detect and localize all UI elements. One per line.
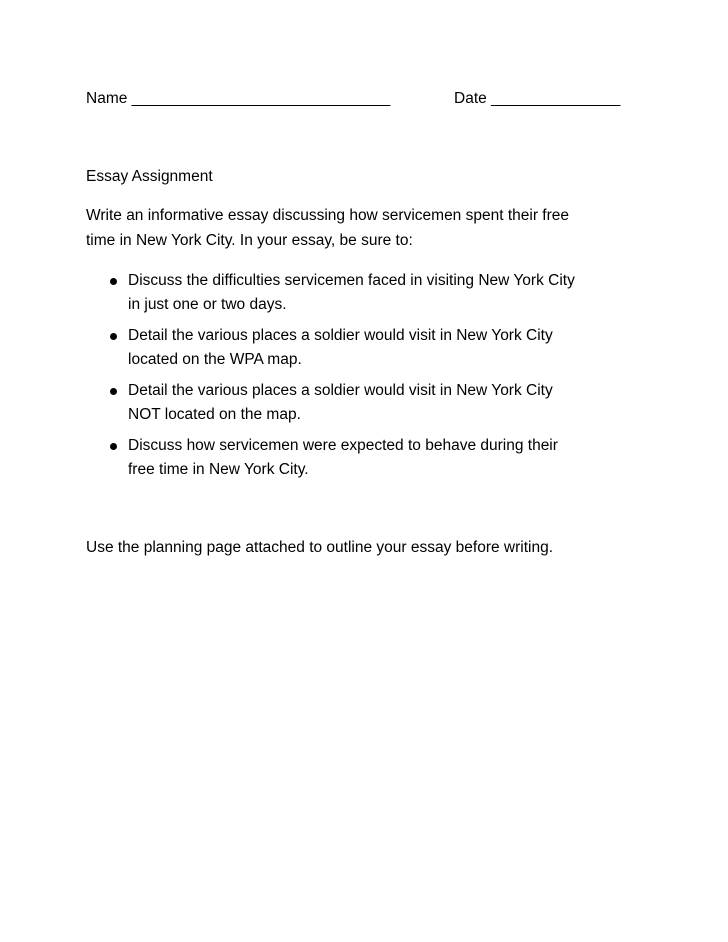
date-field xyxy=(454,88,620,110)
date-blank: _______________ xyxy=(491,90,621,107)
list-item xyxy=(104,269,644,317)
name-field xyxy=(86,88,390,110)
bullet-line: Detail the various places a soldier would visit in New York City xyxy=(128,382,553,399)
bullet-icon xyxy=(110,443,117,450)
list-item xyxy=(104,324,644,372)
date-label: Date xyxy=(454,90,487,107)
assignment-title: Essay Assignment xyxy=(86,168,213,185)
requirements-list xyxy=(104,269,644,489)
bullet-line: located on the WPA map. xyxy=(128,351,302,368)
name-label: Name xyxy=(86,90,128,107)
closing-instruction: Use the planning page attached to outline your essay before writing. xyxy=(86,539,554,556)
list-item xyxy=(104,379,644,427)
bullet-line: Discuss the difficulties servicemen faced in visiting New York City xyxy=(128,272,575,289)
header-fields xyxy=(86,88,646,110)
assignment-intro xyxy=(86,203,646,253)
bullet-icon xyxy=(110,388,117,395)
intro-line: Write an informative essay discussing how servicemen spent their free xyxy=(86,207,570,224)
bullet-icon xyxy=(110,333,117,340)
bullet-line: NOT located on the map. xyxy=(128,406,301,423)
list-item xyxy=(104,434,644,482)
intro-line: time in New York City. In your essay, be sure to: xyxy=(86,232,413,249)
bullet-line: Discuss how servicemen were expected to behave during their xyxy=(128,437,558,454)
bullet-line: free time in New York City. xyxy=(128,461,309,478)
name-blank: ______________________________ xyxy=(131,90,391,107)
bullet-line: Detail the various places a soldier would visit in New York City xyxy=(128,327,553,344)
bullet-icon xyxy=(110,278,117,285)
bullet-line: in just one or two days. xyxy=(128,296,287,313)
